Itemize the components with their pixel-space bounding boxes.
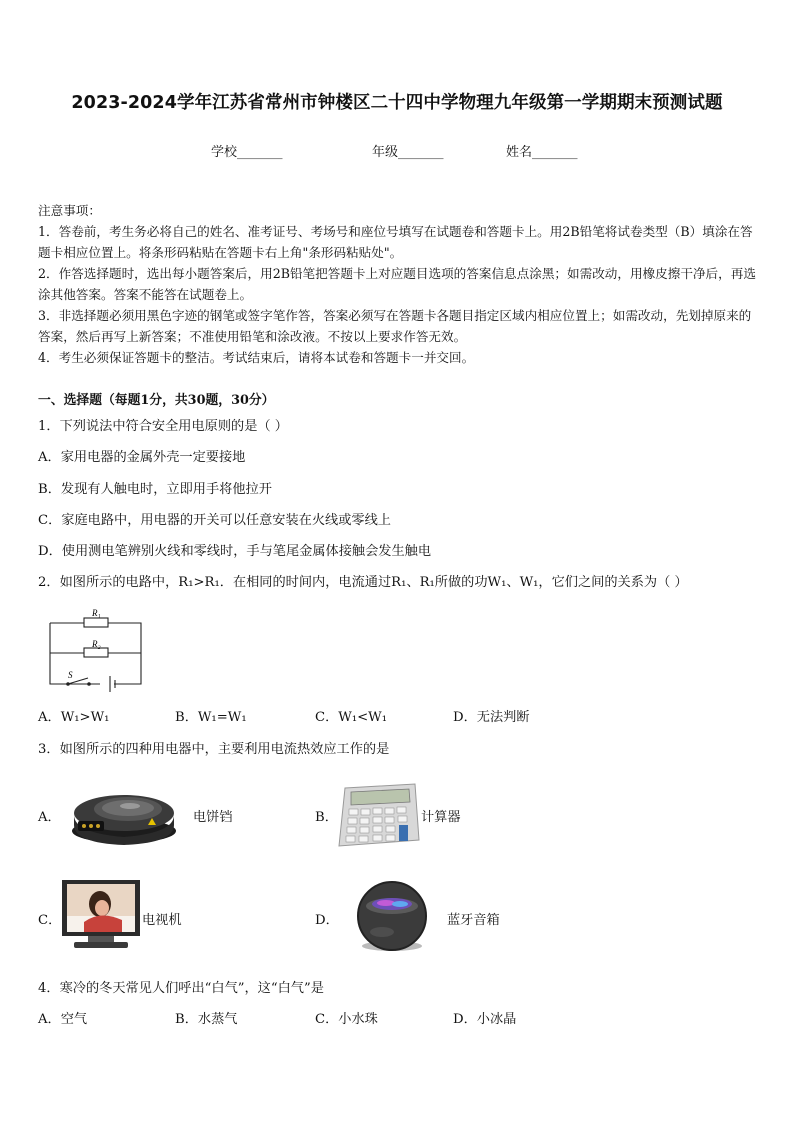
q3-option-a-letter: A． bbox=[38, 810, 61, 825]
q3-stem: 3．如图所示的四种用电器中，主要利用电流热效应工作的是 bbox=[38, 742, 390, 757]
q3-option-a-label: 电饼铛 bbox=[193, 810, 233, 825]
q2-option-c: C．W₁<W₁ bbox=[315, 710, 388, 725]
note-item-2: 2．作答选择题时，选出每小题答案后，用2B铅笔把答题卡上对应题目选项的答案信息点涂黑；如需改动，用橡皮擦干净后，再选涂其他答案。答案不能答在试题卷上。 bbox=[38, 266, 756, 302]
q1-option-c: C．家庭电路中，用电器的开关可以任意安装在火线或零线上 bbox=[38, 513, 391, 528]
circuit-diagram bbox=[44, 604, 146, 694]
bluetooth-speaker-image bbox=[350, 880, 434, 952]
q3-option-d-letter: D． bbox=[315, 913, 339, 928]
section-heading: 一、选择题（每题1分，共30题，30分） bbox=[38, 393, 275, 408]
q3-option-d-label: 蓝牙音箱 bbox=[447, 913, 500, 928]
q2-option-d: D．无法判断 bbox=[453, 710, 530, 725]
q2-stem: 2．如图所示的电路中，R₁>R₁．在相同的时间内，电流通过R₁、R₁所做的功W₁、W₁，它们之间的关系为（ ） bbox=[38, 575, 688, 590]
grade-field: 年级_______ bbox=[372, 145, 444, 160]
q2-option-a: A．W₁>W₁ bbox=[38, 710, 110, 725]
q4-stem: 4．寒冷的冬天常见人们呼出“白气”，这“白气”是 bbox=[38, 981, 324, 996]
television-image bbox=[60, 878, 142, 954]
page-title: 2023-2024学年江苏省常州市钟楼区二十四中学物理九年级第一学期期末预测试题 bbox=[71, 93, 723, 113]
r2-label: R₂ bbox=[92, 639, 101, 649]
notes-heading: 注意事项： bbox=[38, 203, 101, 218]
q3-option-b-letter: B． bbox=[315, 810, 338, 825]
note-item-3: 3．非选择题必须用黑色字迹的钢笔或签字笔作答，答案必须写在答题卡各题目指定区域内相应位置上；如需改动，先划掉原来的答案，然后再写上新答案；不准使用铅笔和涂改液。不按以上要求作答无效。 bbox=[38, 308, 752, 344]
school-field: 学校_______ bbox=[211, 145, 283, 160]
q4-option-a: A．空气 bbox=[38, 1012, 88, 1027]
note-item-1: 1．答卷前，考生务必将自己的姓名、准考证号、考场号和座位号填写在试题卷和答题卡上。用2B铅笔将试卷类型（B）填涂在答题卡相应位置上。将条形码粘贴在答题卡右上角"条形码粘贴处"。 bbox=[38, 224, 753, 260]
exam-notes bbox=[38, 200, 760, 368]
q2-option-b: B．W₁=W₁ bbox=[175, 710, 247, 725]
name-field: 姓名_______ bbox=[506, 145, 578, 160]
q4-option-c: C．小水珠 bbox=[315, 1012, 378, 1027]
q1-option-b: B．发现有人触电时，立即用手将他拉开 bbox=[38, 482, 272, 497]
q3-option-c-letter: C． bbox=[38, 913, 62, 928]
q3-option-c-label: 电视机 bbox=[142, 913, 182, 928]
switch-label: S bbox=[68, 670, 73, 680]
q3-option-b-label: 计算器 bbox=[421, 810, 461, 825]
q1-option-a: A．家用电器的金属外壳一定要接地 bbox=[38, 450, 246, 465]
calculator-image bbox=[335, 782, 421, 850]
q4-option-b: B．水蒸气 bbox=[175, 1012, 238, 1027]
r1-label: R₁ bbox=[92, 608, 101, 618]
q1-option-d: D．使用测电笔辨别火线和零线时，手与笔尾金属体接触会发生触电 bbox=[38, 544, 432, 559]
q1-stem: 1．下列说法中符合安全用电原则的是（ ） bbox=[38, 419, 288, 434]
electric-griddle-image bbox=[68, 785, 180, 847]
q4-option-d: D．小冰晶 bbox=[453, 1012, 517, 1027]
note-item-4: 4．考生必须保证答题卡的整洁。考试结束后，请将本试卷和答题卡一并交回。 bbox=[38, 350, 475, 365]
